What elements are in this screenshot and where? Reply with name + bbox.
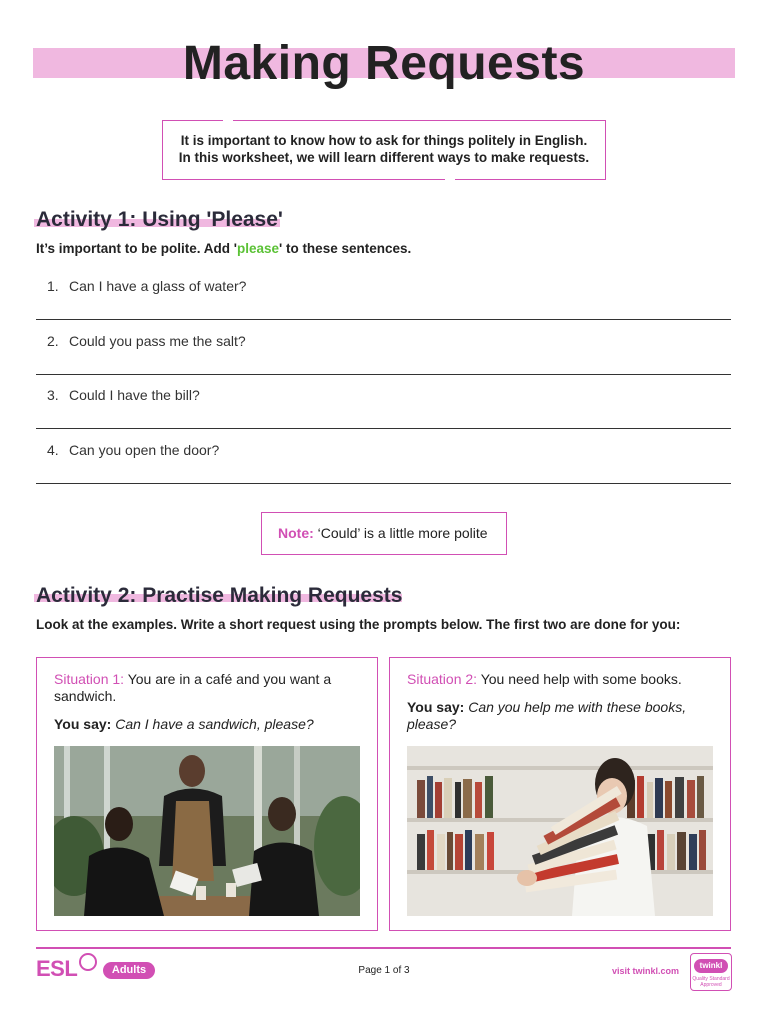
visit-link[interactable]: visit twinkl.com — [612, 966, 680, 976]
activity-1-heading: Activity 1: Using 'Please' — [36, 208, 283, 231]
page-title: Making Requests — [182, 37, 586, 90]
you-say: You say: Can I have a sandwich, please? — [54, 716, 314, 732]
intro-line-1: It is important to know how to ask for things politely in English. — [180, 133, 588, 148]
question-item: 2. Could you pass me the salt? — [47, 333, 246, 349]
answer-line[interactable] — [36, 319, 731, 320]
activity-1-instruction: It’s important to be polite. Add 'please' to these sentences. — [36, 241, 412, 256]
activity-2-instruction: Look at the examples. Write a short request using the prompts below. The first two are done for you: — [36, 617, 681, 632]
footer-divider — [36, 947, 731, 949]
cafe-scene-image — [54, 746, 360, 916]
intro-line-2: In this worksheet, we will learn different ways to make requests. — [178, 150, 590, 165]
activity-2-heading: Activity 2: Practise Making Requests — [36, 584, 403, 607]
note-label: Note: — [278, 525, 314, 541]
question-item: 1. Can I have a glass of water? — [47, 278, 247, 294]
note-box — [261, 512, 507, 555]
situation-card-1 — [36, 657, 378, 931]
situation-card-2 — [389, 657, 731, 931]
answer-line[interactable] — [36, 483, 731, 484]
quality-seal-icon — [690, 953, 732, 991]
please-word: please — [236, 241, 279, 256]
esl-logo: ESL — [36, 956, 78, 981]
question-item: 4. Can you open the door? — [47, 442, 220, 458]
note-text: ‘Could’ is a little more polite — [313, 525, 488, 541]
question-item: 3. Could I have the bill? — [47, 387, 200, 403]
page-number: Page 1 of 3 — [358, 965, 410, 976]
answer-line[interactable] — [36, 428, 731, 429]
situation-text: Situation 2: You need help with some books. — [407, 671, 682, 687]
cafe-photo — [54, 746, 360, 916]
seal-logo: twinkl — [694, 959, 728, 973]
you-say: You say: Can you help me with these books, please? — [407, 699, 687, 732]
situation-text: Situation 1: You are in a café and you want a sandwich. — [54, 671, 332, 704]
books-scene-image — [407, 746, 713, 916]
seal-caption: Quality Standard Approved — [692, 976, 730, 988]
intro-box — [162, 120, 606, 180]
books-photo — [407, 746, 713, 916]
adults-badge: Adults — [103, 962, 155, 979]
answer-line[interactable] — [36, 374, 731, 375]
